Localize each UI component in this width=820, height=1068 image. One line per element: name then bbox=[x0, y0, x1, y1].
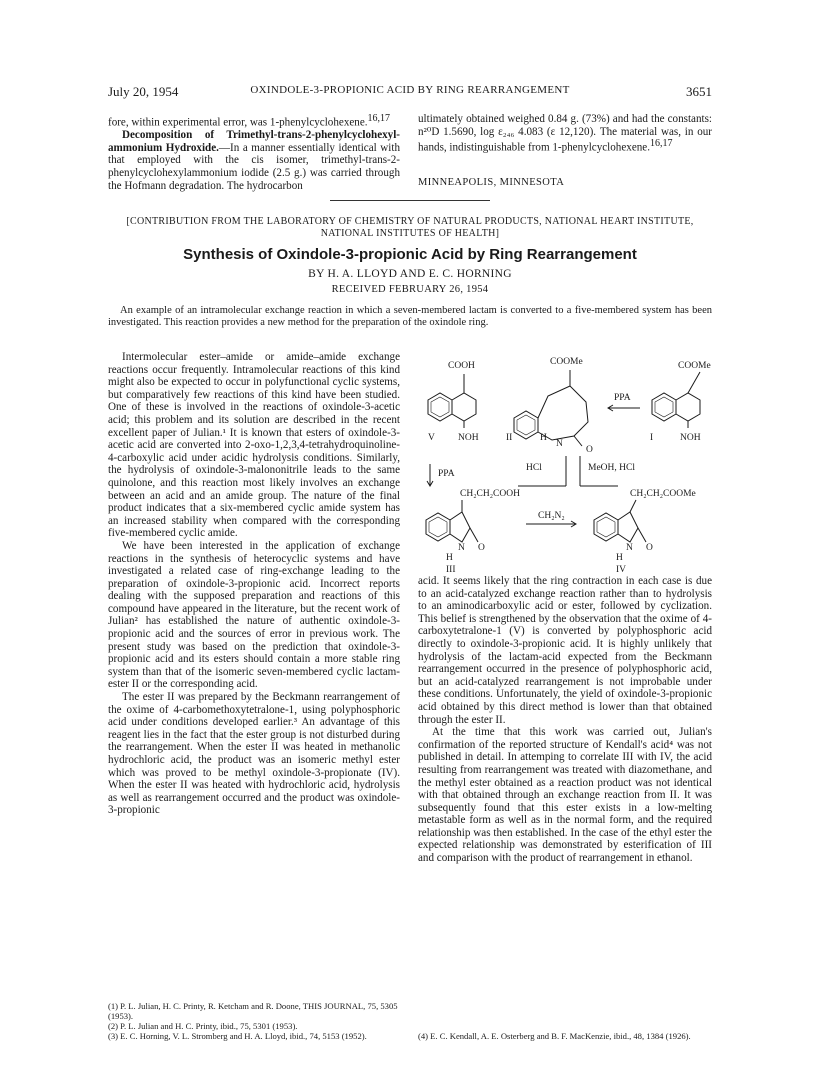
n-ii-label: N bbox=[556, 439, 563, 449]
article-divider bbox=[330, 200, 490, 201]
received-date: RECEIVED FEBRUARY 26, 1954 bbox=[331, 284, 489, 295]
body-left-column bbox=[108, 351, 400, 817]
coome-ii-label: COOMe bbox=[550, 357, 583, 367]
meoh-hcl-label: MeOH, HCl bbox=[588, 463, 635, 473]
footnote: (4) E. C. Kendall, A. E. Osterberg and B. F. MacKenzie, ibid., 48, 1384 (1926). bbox=[418, 1031, 691, 1041]
cooh-label: COOH bbox=[448, 361, 475, 371]
previous-article-right-column bbox=[418, 113, 712, 154]
pyrrolidone-ring-iii bbox=[450, 512, 470, 542]
body-paragraph: acid. It seems likely that the ring contraction in each case is due to an acid-catalyzed exchange reaction rather than to hydrolysis to an aminodicarboxylic acid or ester, followed by cyclization. This belief is strengthened by the observation that the oxime of 4-carboxytetralone-1 (V) is converted by polyphosphoric acid directly to oxindole-3-propionic acid. It is highly unlikely that hydrolysis of the lactam-acid expected from the Beckmann rearrangement occurred in the presence of polyphosphoric acid, but an acid-catalyzed rearrangement is not improbable under these conditions. Unfortunately, the yield of oxindole-3-propionic acid obtained by this direct method is lower than that obtained through the ester II. bbox=[418, 575, 712, 726]
previous-article-paragraph: Decomposition of Trimethyl-trans-2-phenylcyclohexyl-ammonium Hydroxide.—In a manner essentially identical with that employed with the cis isomer, trimethyl-trans-2-phenylcyclohexylammonium iodide (2.5 g.) was carried through the Hofmann degradation. The hydrocarbon bbox=[108, 129, 401, 192]
cyclohexane-ring-i bbox=[676, 393, 700, 421]
o-ii-label: O bbox=[586, 445, 593, 455]
o-iii-label: O bbox=[478, 543, 485, 553]
o-iv-label: O bbox=[646, 543, 653, 553]
lactam-ring-ii bbox=[538, 386, 588, 440]
previous-article-left-column bbox=[108, 113, 400, 192]
ppa-top-label: PPA bbox=[614, 393, 631, 403]
footnote: (1) P. L. Julian, H. C. Printy, R. Ketcham and R. Doone, THIS JOURNAL, 75, 5305 (1953). bbox=[108, 1001, 398, 1021]
ppa-left-label: PPA bbox=[438, 469, 455, 479]
reaction-scheme bbox=[418, 352, 718, 572]
compound-v-label: V bbox=[428, 433, 435, 443]
compound-iv-label: IV bbox=[616, 565, 627, 572]
body-paragraph: The ester II was prepared by the Beckmann rearrangement of the oxime of 4-carbomethoxytetralone-1, using polyphosphoric acid under conditions developed earlier.³ An advantage of this reagent lies in the fact that the ester group is not disturbed during the rearrangement. When the ester II was heated in methanolic hydrochloric acid, the product was an isomeric methyl ester which was proved to be methyl oxindole-3-propionate (IV). When the ester II was heated with hydrochloric acid, hydrolysis as well as rearrangement occurred and the product was oxindole-3-propionic bbox=[108, 691, 400, 817]
issue-date: July 20, 1954 bbox=[108, 84, 179, 99]
previous-article-paragraph: ultimately obtained weighed 0.84 g. (73%) and had the constants: n²⁰D 1.5690, log ε₂₄₆ 4.083 (ε 12,120). The material was, in our hands, indistinguishable from 1-phenylcyclohexene.$^{16,17}$ bbox=[418, 113, 712, 154]
body-paragraph: Intermolecular ester–amide or amide–amide exchange reactions occur frequently. Intramolecular reactions of this kind might also be expected to occur in polyfunctional cyclic systems, but comparatively few reactions of this kind have been studied. One of these is involved in the reactions of oxindole-3-acetic acid; this problem and its solution are described in the recent excellent paper of Julian.¹ It is known that esters of oxindole-3-acetic acid are converted into 2-oxo-1,2,3,4-tetrahydroquinoline-4-carboxylic acid under acidic hydrolysis conditions. Similarly, the hydrolysis of oxindole-3-malononitrile leads to the same quinolone, and this reaction most likely involves an exchange between an acid and an amide group. The nature of the final product indicates that a six-membered cyclic amide system has an increased stability when compared with the corresponding five-membered cyclic amide. bbox=[108, 351, 400, 540]
h-iv-label: H bbox=[616, 553, 623, 563]
footnote: (3) E. C. Horning, V. L. Stromberg and H. A. Lloyd, ibid., 74, 5153 (1952). bbox=[108, 1031, 367, 1041]
cyclohexane-ring-v bbox=[452, 393, 476, 421]
n-iv-label: N bbox=[626, 543, 633, 553]
contribution-note: [CONTRIBUTION FROM THE LABORATORY OF CHEMISTRY OF NATURAL PRODUCTS, NATIONAL HEART INSTITUTE, NATIONAL INSTITUTES OF HEALTH] bbox=[126, 216, 694, 239]
compound-i-label: I bbox=[650, 433, 654, 443]
noh-v-label: NOH bbox=[458, 433, 479, 443]
hcl-label: HCl bbox=[526, 463, 542, 473]
ch2n2-label: CH₂N₂ bbox=[538, 511, 565, 521]
compound-iii-label: III bbox=[446, 565, 456, 572]
h-ii-label: H bbox=[540, 433, 547, 443]
body-paragraph: At the time that this work was carried out, Julian's confirmation of the reported structure of Kendall's acid⁴ was not published in detail. In attemping to correlate III with IV, the acid resulting from rearrangement was treated with diazomethane, and the methyl ester obtained as a reaction product was not identical with that obtained through an exchange reaction from II. It was subsequently found that this ester exists in a low-melting metastable form as well as in the normal form, and the required relationship was then established. In the case of the ethyl ester the expected relationship was demonstrated by esterification of III and comparison with the product of rearrangement in ethanol. bbox=[418, 726, 712, 865]
abstract: An example of an intramolecular exchange reaction in which a seven-membered lactam is converted to a five-membered system has been investigated. This reaction provides a new method for the preparation of the oxindole ring. bbox=[108, 305, 712, 329]
h-iii-label: H bbox=[446, 553, 453, 563]
previous-article-paragraph: fore, within experimental error, was 1-phenylcyclohexene.$^{16,17}$ bbox=[108, 113, 391, 129]
noh-i-label: NOH bbox=[680, 433, 701, 443]
page-number: 3651 bbox=[686, 84, 712, 99]
article-authors: BY H. A. LLOYD AND E. C. HORNING bbox=[308, 268, 512, 280]
footnote: (2) P. L. Julian and H. C. Printy, ibid., 75, 5301 (1953). bbox=[108, 1021, 298, 1031]
side-chain-iii: CH₂CH₂COOH bbox=[460, 489, 520, 499]
footnotes-left bbox=[108, 1001, 400, 1041]
author-location: MINNEAPOLIS, MINNESOTA bbox=[418, 177, 565, 188]
body-paragraph: We have been interested in the application of exchange reactions in the synthesis of heterocyclic systems and have investigated a related case of ring-exchange leading to the preparation of oxindole-3-propionic acid. Incorrect reports dealing with the supposed preparation and reactions of this compound have appeared in the literature, but the recent work of Julian² has established the nature of authentic oxindole-3-propionic acid and the sources of error in previous work. The present study was based on the prediction that oxindole-3-propionic acid and its esters should contain a more stable ring system than that of the isomeric seven-membered cyclic lactam-ester II or the corresponding acid. bbox=[108, 539, 400, 691]
page-header bbox=[108, 84, 712, 102]
n-iii-label: N bbox=[458, 543, 465, 553]
running-title: OXINDOLE-3-PROPIONIC ACID BY RING REARRANGEMENT bbox=[250, 84, 570, 96]
coome-i-label: COOMe bbox=[678, 361, 711, 371]
pyrrolidone-ring-iv bbox=[618, 512, 638, 542]
body-right-column bbox=[418, 575, 712, 865]
article-title: Synthesis of Oxindole-3-propionic Acid by Ring Rearrangement bbox=[183, 246, 637, 263]
footnotes-right bbox=[418, 1031, 712, 1041]
compound-ii-label: II bbox=[506, 433, 513, 443]
side-chain-iv: CH₂CH₂COOMe bbox=[630, 489, 696, 499]
experimental-heading: Decomposition of Trimethyl-trans-2-phenylcyclohexyl-ammonium Hydroxide. bbox=[108, 129, 400, 154]
